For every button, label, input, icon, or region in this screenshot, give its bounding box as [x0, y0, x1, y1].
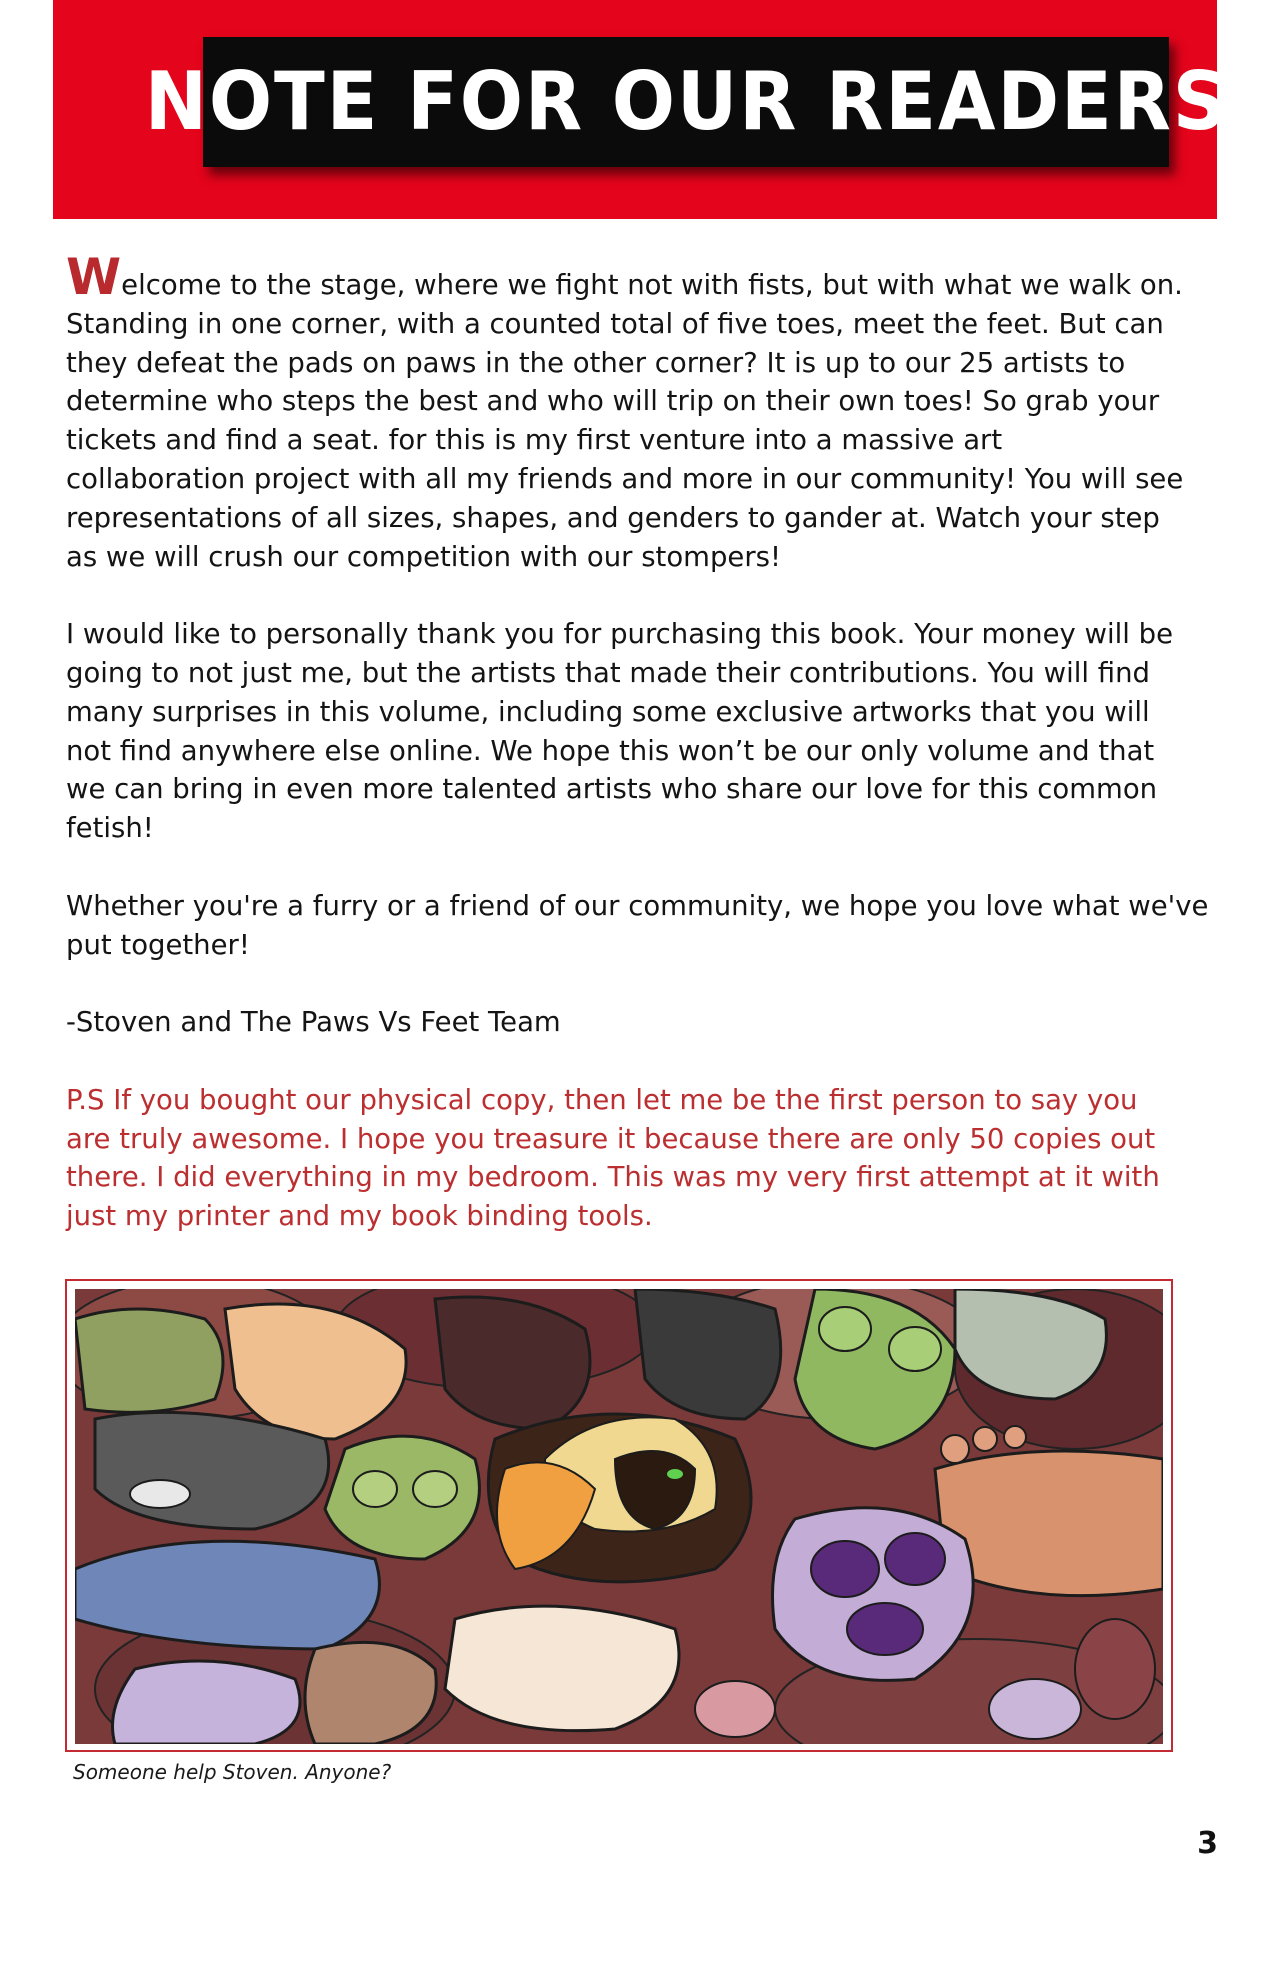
illustration-frame	[65, 1279, 1173, 1752]
intro-paragraph	[66, 248, 1226, 576]
drop-cap: W	[66, 248, 122, 306]
illustration-art	[75, 1289, 1163, 1744]
title-box	[144, 37, 1228, 167]
article-body	[66, 248, 1226, 1236]
signature: -Stoven and The Paws Vs Feet Team	[66, 1006, 561, 1039]
community-paragraph: Whether you're a furry or a friend of our community, we hope you love what we've put together!	[66, 889, 1209, 961]
illustration-caption: Someone help Stoven. Anyone?	[73, 1760, 392, 1784]
pile-of-paws-illustration	[75, 1289, 1163, 1744]
postscript: P.S If you bought our physical copy, then let me be the first person to say you are truly awesome. I hope you treasure it because there are only 50 copies out there. I did everything in my bedroom. This was my very first attempt at it with just my printer and my book binding tools.	[66, 1083, 1160, 1233]
page-title: NOTE FOR OUR READERS	[144, 55, 1228, 148]
page-number: 3	[1197, 1826, 1218, 1861]
header-band	[53, 0, 1228, 219]
thanks-paragraph: I would like to personally thank you for purchasing this book. Your money will be going to not just me, but the artists that made their contributions. You will find many surprises in this volume, including some exclusive artworks that you will not find anywhere else online. We hope this won’t be our only volume and that we can bring in even more talented artists who share our love for this common fetish!	[66, 618, 1174, 845]
intro-paragraph-text: elcome to the stage, where we fight not with fists, but with what we walk on. Standing in one corner, with a counted total of five toes, meet the feet. But can they defeat the pads on paws in the other corner? It is up to our 25 artists to determine who steps the best and who will trip on their own toes! So grab your tickets and find a seat. for this is my first venture into a massive art collaboration project with all my friends and more in our community! You will see representations of all sizes, shapes, and genders to gander at. Watch your step as we will crush our competition with our stompers!	[66, 269, 1184, 573]
